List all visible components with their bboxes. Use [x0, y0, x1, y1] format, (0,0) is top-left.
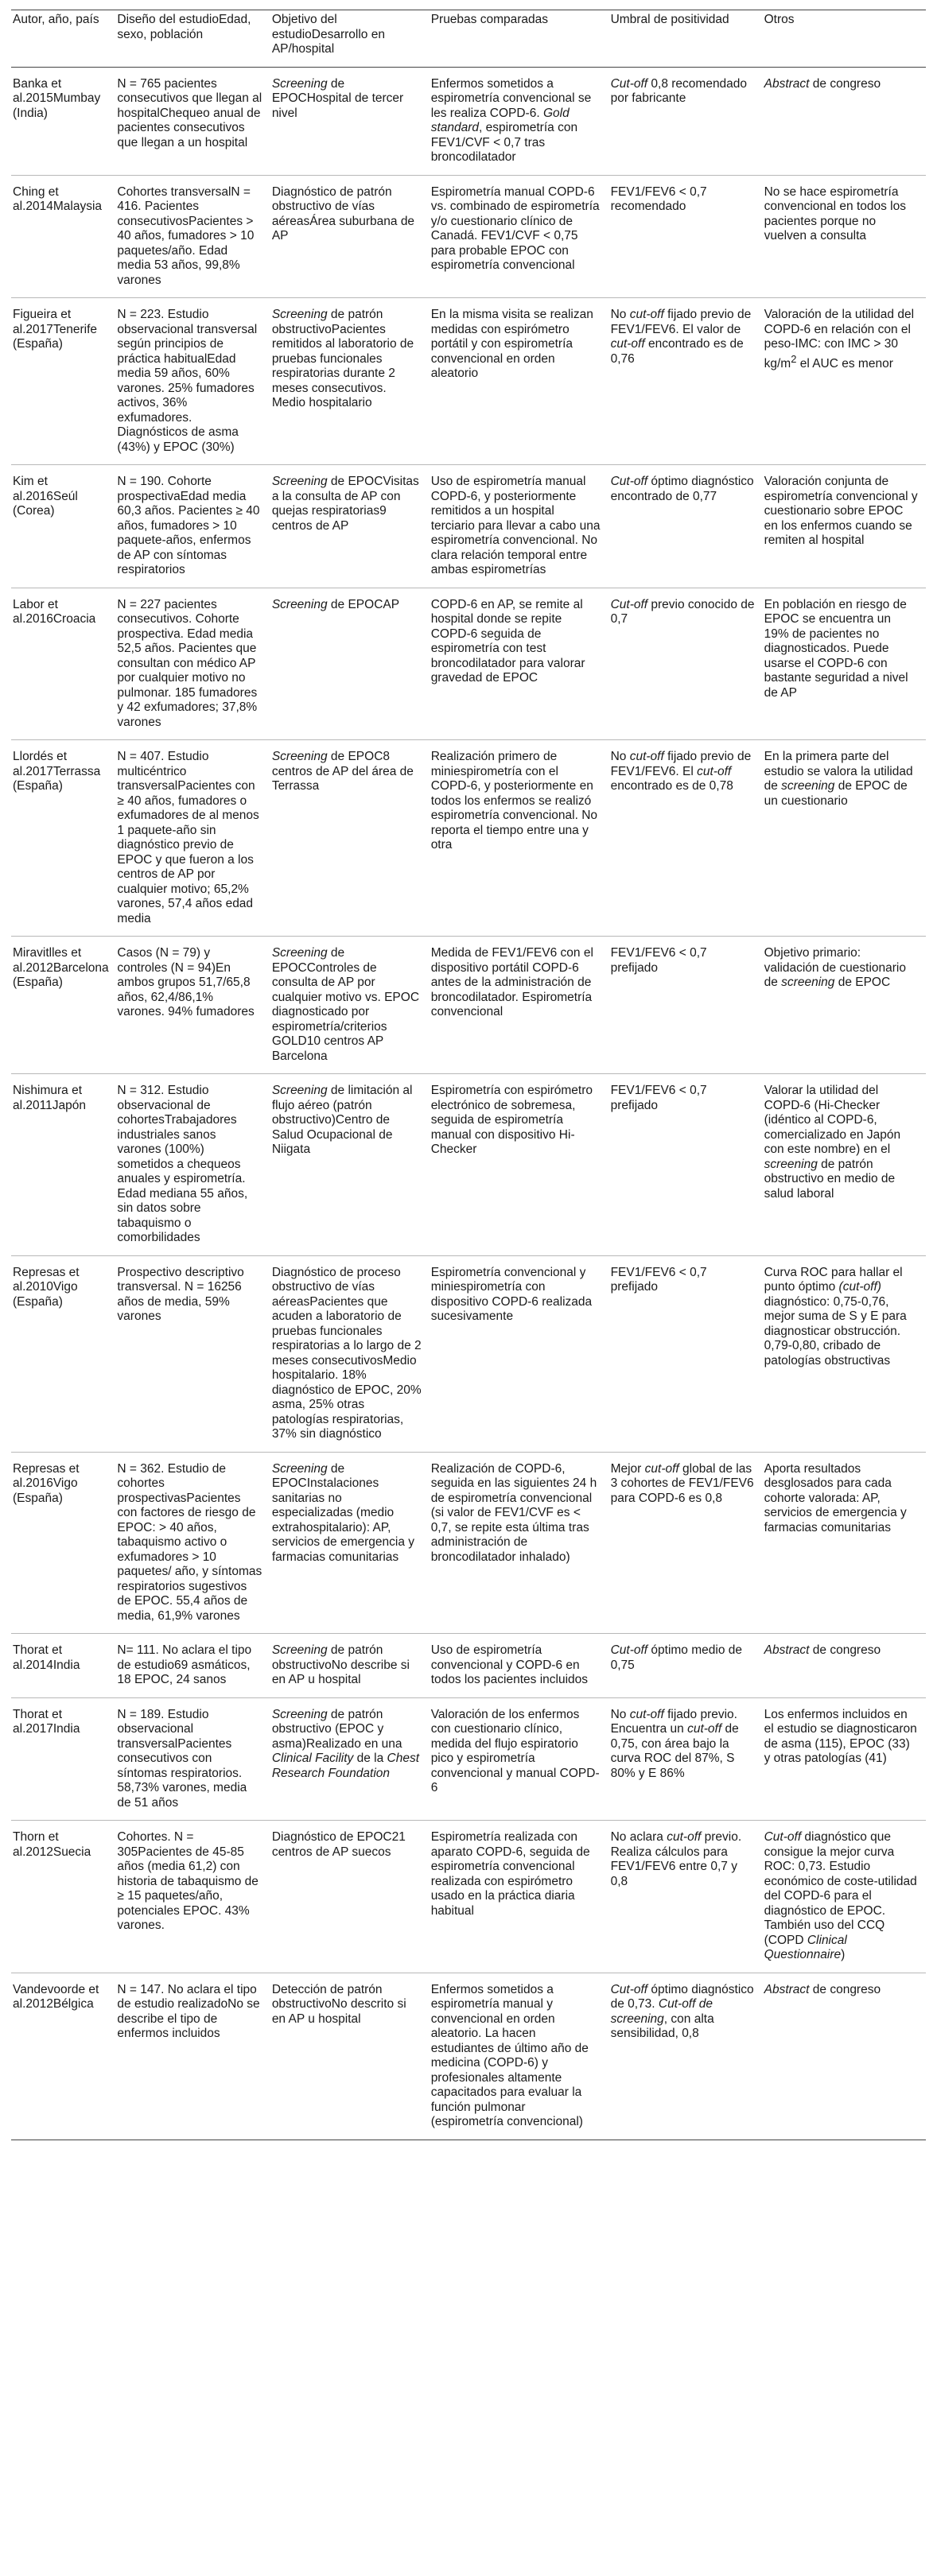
header-cell: Diseño del estudioEdad, sexo, población	[115, 10, 270, 68]
table-row	[11, 937, 926, 1074]
table-row	[11, 298, 926, 465]
table-cell: Detección de patrón obstructivoNo descrito si en AP u hospital	[270, 1973, 430, 2140]
table-cell: Realización de COPD-6, seguida en las siguientes 24 h de espirometría convencional (si valor de FEV1/CVF es < 0,7, se repite esta última tras administración de broncodilatador inhalado)	[430, 1452, 609, 1634]
table-cell: Cohortes. N = 305Pacientes de 45-85 años (media 61,2) con historia de tabaquismo de ≥ 15 paquetes/año, potenciales EPOC. 43% varones.	[115, 1821, 270, 1973]
table-cell: Screening de limitación al flujo aéreo (patrón obstructivo)Centro de Salud Ocupacional de Niigata	[270, 1074, 430, 1256]
table-cell: COPD-6 en AP, se remite al hospital donde se repite COPD-6 seguida de espirometría con test broncodilatador para valorar gravedad de EPOC	[430, 588, 609, 740]
table-row	[11, 1697, 926, 1821]
table-cell: Miravitlles et al.2012Barcelona (España)	[11, 937, 115, 1074]
table-cell: Cohortes transversalN = 416. Pacientes consecutivosPacientes > 40 años, fumadores > 10 paquetes/año. Edad media 53 años, 99,8% varones	[115, 175, 270, 298]
table-cell: Screening de EPOCControles de consulta de AP por cualquier motivo vs. EPOC diagnosticado por espirometría/criterios GOLD10 centros AP Barcelona	[270, 937, 430, 1074]
table-cell: Thorat et al.2017India	[11, 1697, 115, 1821]
table-cell: Banka et al.2015Mumbay (India)	[11, 67, 115, 175]
table-cell: Mejor cut-off global de las 3 cohortes de FEV1/FEV6 para COPD-6 es 0,8	[609, 1452, 763, 1634]
header-cell: Umbral de positividad	[609, 10, 763, 68]
table-row	[11, 1634, 926, 1698]
table-cell: N = 189. Estudio observacional transversalPacientes consecutivos con síntomas respiratorios. 58,73% varones, media de 51 años	[115, 1697, 270, 1821]
table-cell: Enfermos sometidos a espirometría manual y convencional en orden aleatorio. La hacen estudiantes de último año de medicina (COPD-6) y profesionales altamente capacitados para evaluar la función pulmonar (espirometría convencional)	[430, 1973, 609, 2140]
table-row	[11, 1255, 926, 1452]
table-cell: No cut-off fijado previo de FEV1/FEV6. El valor de cut-off encontrado es de 0,76	[609, 298, 763, 465]
table-cell: N = 147. No aclara el tipo de estudio realizadoNo se describe el tipo de enfermos incluidos	[115, 1973, 270, 2140]
table-cell: Espirometría con espirómetro electrónico de sobremesa, seguida de espirometría manual con dispositivo Hi-Checker	[430, 1074, 609, 1256]
table-row	[11, 588, 926, 740]
table-cell: N = 407. Estudio multicéntrico transversalPacientes con ≥ 40 años, fumadores o exfumadores de al menos 1 paquete-año sin diagnóstico previo de EPOC y que fueron a los centros de AP por cualquier motivo; 65,2% varones, 57,4 años edad media	[115, 740, 270, 937]
table-cell: Prospectivo descriptivo transversal. N = 16256 años de media, 59% varones	[115, 1255, 270, 1452]
table-cell: Diagnóstico de patrón obstructivo de vías aéreasÁrea suburbana de AP	[270, 175, 430, 298]
table-cell: Los enfermos incluidos en el estudio se diagnosticaron de asma (115), EPOC (33) y otras patologías (41)	[763, 1697, 926, 1821]
table-cell: Valoración de los enfermos con cuestionario clínico, medida del flujo espiratorio pico y espirometría convencional y manual COPD-6	[430, 1697, 609, 1821]
table-cell: FEV1/FEV6 < 0,7 prefijado	[609, 1074, 763, 1256]
table-cell: N= 111. No aclara el tipo de estudio69 asmáticos, 18 EPOC, 24 sanos	[115, 1634, 270, 1698]
table-cell: Valoración de la utilidad del COPD-6 en relación con el peso-IMC: con IMC > 30 $kg/m^2$ el AUC es menor	[763, 298, 926, 465]
table-cell: FEV1/FEV6 < 0,7 recomendado	[609, 175, 763, 298]
table-cell: Screening de patrón obstructivoNo describe si en AP u hospital	[270, 1634, 430, 1698]
table-body	[11, 67, 926, 2140]
table-cell: N = 362. Estudio de cohortes prospectivasPacientes con factores de riesgo de EPOC: > 40 años, tabaquismo activo o exfumadores > 10 paquetes/ año, y síntomas respiratorios sugestivos de EPOC. 55,4 años de media, 61,9% varones	[115, 1452, 270, 1634]
table-cell: Cut-off diagnóstico que consigue la mejor curva ROC: 0,73. Estudio económico de coste-utilidad del COPD-6 para el diagnóstico de EPOC. También uso del CCQ (COPD Clinical Questionnaire)	[763, 1821, 926, 1973]
table-cell: Cut-off previo conocido de 0,7	[609, 588, 763, 740]
table-cell: Curva ROC para hallar el punto óptimo (cut-off) diagnóstico: 0,75-0,76, mejor suma de S y E para diagnosticar obstrucción. 0,79-0,80, cribado de patologías obstructivas	[763, 1255, 926, 1452]
table-cell: Ching et al.2014Malaysia	[11, 175, 115, 298]
table-row	[11, 465, 926, 588]
table-cell: Valoración conjunta de espirometría convencional y cuestionario sobre EPOC en los enfermos cuando se remiten al hospital	[763, 465, 926, 588]
table-cell: Realización primero de miniespirometría con el COPD-6, y posteriormente en todos los enfermos se realizó espirometría convencional. No reporta el tiempo entre una y otra	[430, 740, 609, 937]
table-cell: Screening de EPOCAP	[270, 588, 430, 740]
table-cell: Casos (N = 79) y controles (N = 94)En ambos grupos 51,7/65,8 años, 62,4/86,1% varones. 94% fumadores	[115, 937, 270, 1074]
table-cell: En la misma visita se realizan medidas con espirómetro portátil y con espirometría convencional en orden aleatorio	[430, 298, 609, 465]
table-cell: Objetivo primario: validación de cuestionario de screening de EPOC	[763, 937, 926, 1074]
table-cell: Thorn et al.2012Suecia	[11, 1821, 115, 1973]
table-cell: Abstract de congreso	[763, 1634, 926, 1698]
table-cell: Uso de espirometría manual COPD-6, y posteriormente remitidos a un hospital terciario para llevar a cabo una espirometría convencional. No clara relación temporal entre ambas espirometrías	[430, 465, 609, 588]
table-cell: Cut-off óptimo diagnóstico de 0,73. Cut-off de screening, con alta sensibilidad, 0,8	[609, 1973, 763, 2140]
table-cell: Kim et al.2016Seúl (Corea)	[11, 465, 115, 588]
table-cell: Screening de patrón obstructivoPacientes remitidos al laboratorio de pruebas funcionales respiratorias durante 2 meses consecutivos. Medio hospitalario	[270, 298, 430, 465]
table-cell: En la primera parte del estudio se valora la utilidad de screening de EPOC de un cuestionario	[763, 740, 926, 937]
table-cell: Espirometría manual COPD-6 vs. combinado de espirometría y/o cuestionario clínico de Canadá. FEV1/CVF < 0,75 para probable EPOC con espirometría convencional	[430, 175, 609, 298]
table-cell: Represas et al.2010Vigo (España)	[11, 1255, 115, 1452]
table-cell: Medida de FEV1/FEV6 con el dispositivo portátil COPD-6 antes de la administración de broncodilatador. Espirometría convencional	[430, 937, 609, 1074]
table-cell: FEV1/FEV6 < 0,7 prefijado	[609, 1255, 763, 1452]
table-row	[11, 1074, 926, 1256]
table-cell: Screening de patrón obstructivo (EPOC y asma)Realizado en una Clinical Facility de la Chest Research Foundation	[270, 1697, 430, 1821]
table-row	[11, 67, 926, 175]
table-cell: FEV1/FEV6 < 0,7 prefijado	[609, 937, 763, 1074]
table-cell: N = 765 pacientes consecutivos que llegan al hospitalChequeo anual de pacientes consecutivos que llegan a un hospital	[115, 67, 270, 175]
table-cell: Vandevoorde et al.2012Bélgica	[11, 1973, 115, 2140]
table-cell: Aporta resultados desglosados para cada cohorte valorada: AP, servicios de emergencia y farmacias comunitarias	[763, 1452, 926, 1634]
table-cell: N = 190. Cohorte prospectivaEdad media 60,3 años. Pacientes ≥ 40 años, fumadores > 10 paquete-años, enfermos de AP con síntomas respiratorios	[115, 465, 270, 588]
header-cell: Objetivo del estudioDesarrollo en AP/hospital	[270, 10, 430, 68]
table-header-row	[11, 10, 926, 68]
table-cell: Llordés et al.2017Terrassa (España)	[11, 740, 115, 937]
table-cell: Screening de EPOC8 centros de AP del área de Terrassa	[270, 740, 430, 937]
table-cell: N = 312. Estudio observacional de cohortesTrabajadores industriales sanos varones (100%) sometidos a chequeos anuales y espirometría. Edad mediana 55 años, sin datos sobre tabaquismo o comorbilidades	[115, 1074, 270, 1256]
header-cell: Autor, año, país	[11, 10, 115, 68]
table-cell: Enfermos sometidos a espirometría convencional se les realiza COPD-6. Gold standard, espirometría con FEV1/CVF < 0,7 tras broncodilatador	[430, 67, 609, 175]
table-cell: Abstract de congreso	[763, 67, 926, 175]
table-cell: Thorat et al.2014India	[11, 1634, 115, 1698]
table-cell: Labor et al.2016Croacia	[11, 588, 115, 740]
table-cell: Espirometría convencional y miniespirometría con dispositivo COPD-6 realizada sucesivamente	[430, 1255, 609, 1452]
table-cell: Diagnóstico de proceso obstructivo de vías aéreasPacientes que acuden a laboratorio de pruebas funcionales respiratorias a lo largo de 2 meses consecutivosMedio hospitalario. 18% diagnóstico de EPOC, 20% asma, 25% otras patologías respiratorias, 37% sin diagnóstico	[270, 1255, 430, 1452]
table-cell: Screening de EPOCHospital de tercer nivel	[270, 67, 430, 175]
header-cell: Otros	[763, 10, 926, 68]
table-cell: Diagnóstico de EPOC21 centros de AP suecos	[270, 1821, 430, 1973]
table-cell: Nishimura et al.2011Japón	[11, 1074, 115, 1256]
table-cell: En población en riesgo de EPOC se encuentra un 19% de pacientes no diagnosticados. Puede usarse el COPD-6 con bastante seguridad a nivel de AP	[763, 588, 926, 740]
studies-table	[11, 10, 926, 2140]
table-cell: Uso de espirometría convencional y COPD-6 en todos los pacientes incluidos	[430, 1634, 609, 1698]
table-cell: No cut-off fijado previo de FEV1/FEV6. El cut-off encontrado es de 0,78	[609, 740, 763, 937]
table-cell: Cut-off 0,8 recomendado por fabricante	[609, 67, 763, 175]
table-cell: Screening de EPOCInstalaciones sanitarias no especializadas (medio extrahospitalario): AP, servicios de emergencia y farmacias comunitarias	[270, 1452, 430, 1634]
table-cell: Figueira et al.2017Tenerife (España)	[11, 298, 115, 465]
table-row	[11, 1973, 926, 2140]
table-cell: Screening de EPOCVisitas a la consulta de AP con quejas respiratorias9 centros de AP	[270, 465, 430, 588]
table-row	[11, 1821, 926, 1973]
table-cell: Cut-off óptimo diagnóstico encontrado de 0,77	[609, 465, 763, 588]
table-cell: Espirometría realizada con aparato COPD-6, seguida de espirometría convencional realizada con espirómetro usado en la práctica diaria habitual	[430, 1821, 609, 1973]
table-cell: No aclara cut-off previo. Realiza cálculos para FEV1/FEV6 entre 0,7 y 0,8	[609, 1821, 763, 1973]
table-cell: N = 227 pacientes consecutivos. Cohorte prospectiva. Edad media 52,5 años. Pacientes que consultan con médico AP por cualquier motivo no pulmonar. 185 fumadores y 42 exfumadores; 37,8% varones	[115, 588, 270, 740]
table-cell: No se hace espirometría convencional en todos los pacientes porque no vuelven a consulta	[763, 175, 926, 298]
table-row	[11, 740, 926, 937]
table-row	[11, 1452, 926, 1634]
table-cell: N = 223. Estudio observacional transversal según principios de práctica habitualEdad media 59 años, 60% varones. 25% fumadores activos, 36% exfumadores. Diagnósticos de asma (43%) y EPOC (30%)	[115, 298, 270, 465]
table-cell: Valorar la utilidad del COPD-6 (Hi-Checker (idéntico al COPD-6, comercializado en Japón con este nombre) en el screening de patrón obstructivo en medio de salud laboral	[763, 1074, 926, 1256]
table-cell: Cut-off óptimo medio de 0,75	[609, 1634, 763, 1698]
table-row	[11, 175, 926, 298]
table-cell: No cut-off fijado previo. Encuentra un cut-off de 0,75, con área bajo la curva ROC del 87%, S 80% y E 86%	[609, 1697, 763, 1821]
header-cell: Pruebas comparadas	[430, 10, 609, 68]
table-cell: Abstract de congreso	[763, 1973, 926, 2140]
table-cell: Represas et al.2016Vigo (España)	[11, 1452, 115, 1634]
